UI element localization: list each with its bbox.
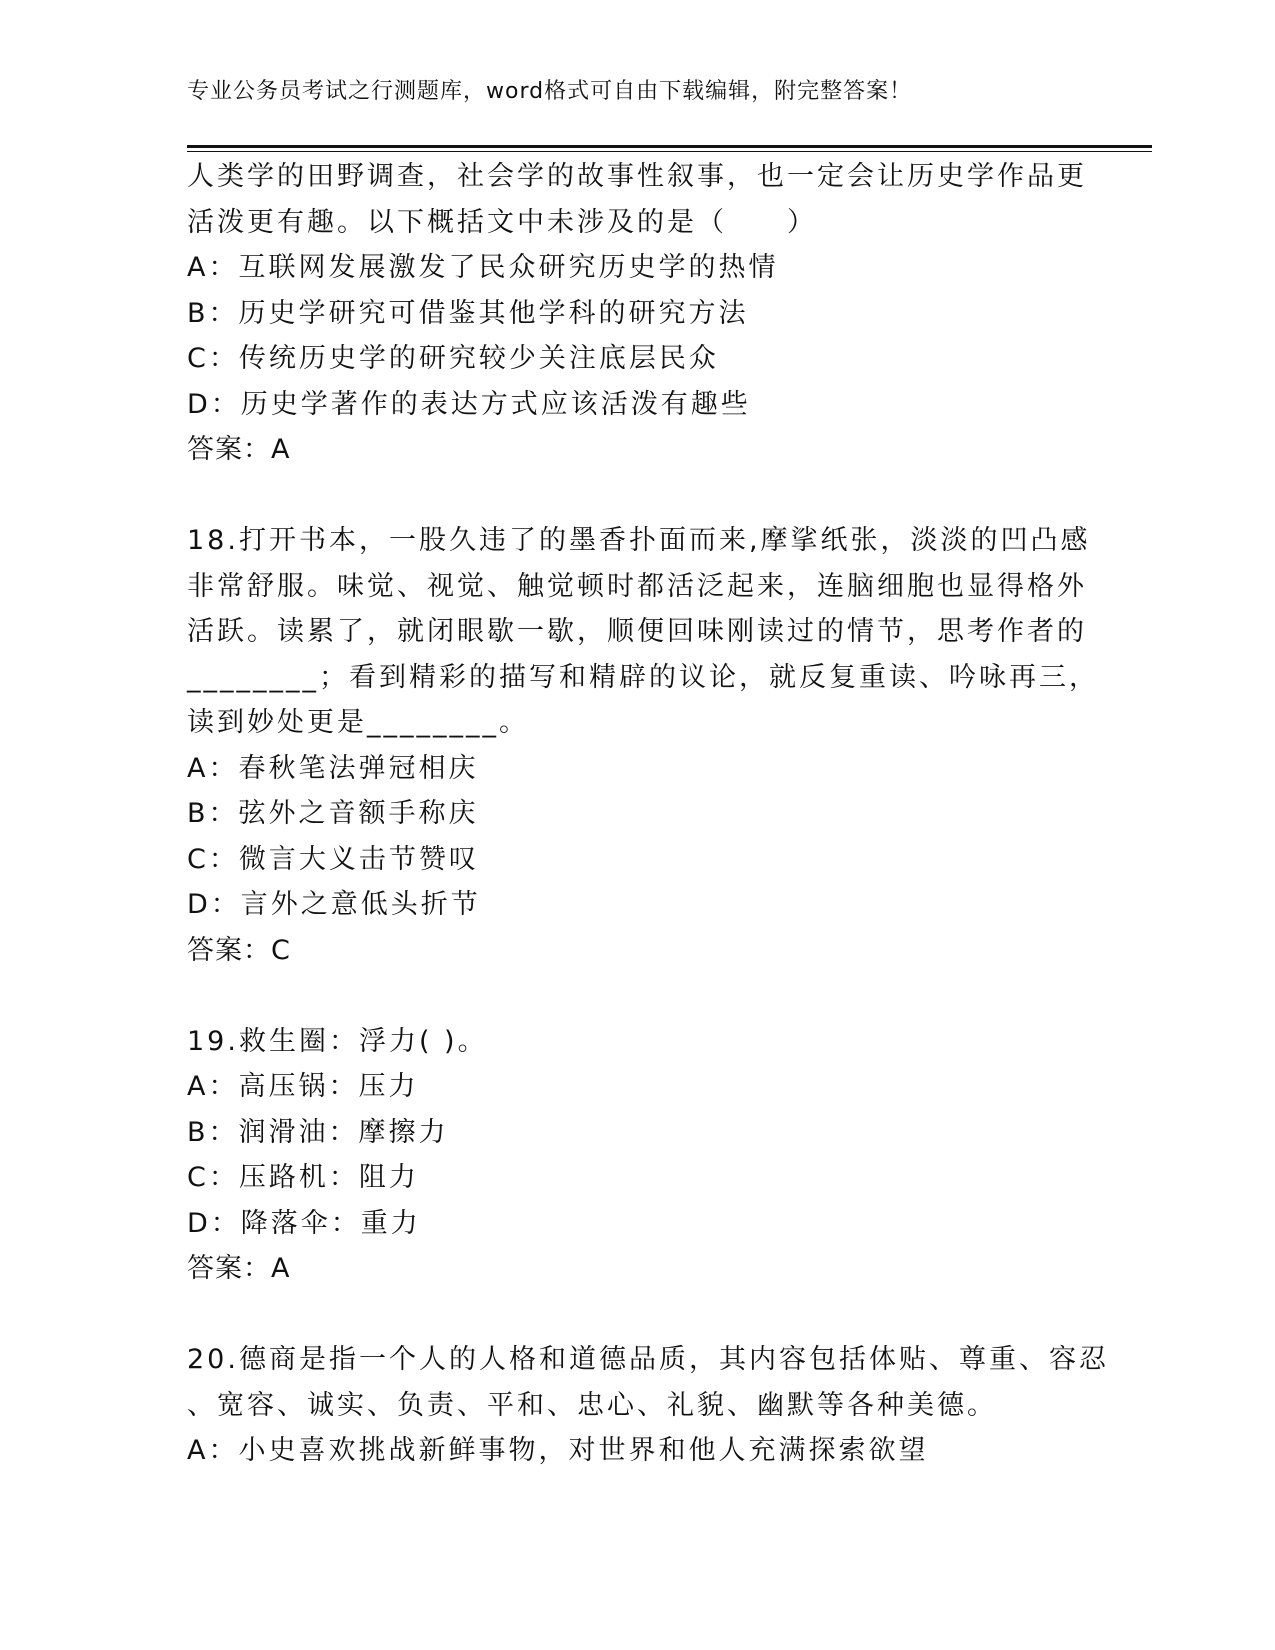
option-a: A：互联网发展激发了民众研究历史学的热情 — [187, 252, 779, 283]
question-stem-line: 人类学的田野调查，社会学的故事性叙事，也一定会让历史学作品更 — [187, 161, 1087, 192]
question-19-stem-line: 19.救生圈：浮力( )。 — [187, 1025, 488, 1057]
question-18-stem-line: 读到妙处更是________。 — [187, 707, 529, 738]
option-c: C：传统历史学的研究较少关注底层民众 — [187, 343, 719, 374]
question-18-stem-line: 非常舒服。味觉、视觉、触觉顿时都活泛起来，连脑细胞也显得格外 — [187, 570, 1087, 602]
question-18-stem-line: 18.打开书本，一股久违了的墨香扑面而来,摩挲纸张，淡淡的凹凸感 — [187, 525, 1091, 556]
spacer — [187, 1292, 1107, 1338]
question-18-option-c: C：微言大义击节赞叹 — [187, 843, 479, 875]
question-18-answer: 答案：C — [187, 934, 291, 966]
question-18-stem-line: 活跃。读累了，就闭眼歇一歇，顺便回味刚读过的情节，思考作者的 — [187, 616, 1087, 647]
header-rule-thick — [187, 145, 1152, 148]
option-b: B：历史学研究可借鉴其他学科的研究方法 — [187, 297, 749, 329]
header-rule-thin — [187, 151, 1152, 152]
question-19-answer: 答案：A — [187, 1253, 291, 1284]
question-19-option-a: A：高压锅：压力 — [187, 1071, 419, 1102]
question-18-option-a: A：春秋笔法弹冠相庆 — [187, 752, 479, 784]
spacer — [187, 473, 1107, 519]
question-20-stem-line: 20.德商是指一个人的人格和道德品质，其内容包括体贴、尊重、容忍 — [187, 1344, 1109, 1375]
question-18-stem-line: ________；看到精彩的描写和精辟的议论，就反复重读、吟咏再三， — [187, 661, 1099, 693]
answer-line: 答案：A — [187, 434, 291, 465]
spacer — [187, 973, 1107, 1019]
question-20-stem-line: 、宽容、诚实、负责、平和、忠心、礼貌、幽默等各种美德。 — [187, 1389, 997, 1421]
page-header: 专业公务员考试之行测题库，word格式可自由下载编辑，附完整答案！ — [187, 79, 913, 104]
question-stem-line: 活泼更有趣。以下概括文中未涉及的是（ ） — [187, 206, 817, 238]
question-19-option-b: B：润滑油：摩擦力 — [187, 1116, 449, 1148]
question-20-option-a: A：小史喜欢挑战新鲜事物，对世界和他人充满探索欲望 — [187, 1435, 929, 1466]
question-18-option-b: B：弦外之音额手称庆 — [187, 798, 479, 829]
question-content — [187, 154, 1107, 1474]
question-19-option-c: C：压路机：阻力 — [187, 1162, 419, 1193]
question-18-option-d: D：言外之意低头折节 — [187, 889, 481, 920]
option-d: D：历史学著作的表达方式应该活泼有趣些 — [187, 388, 751, 420]
question-19-option-d: D：降落伞：重力 — [187, 1207, 421, 1239]
